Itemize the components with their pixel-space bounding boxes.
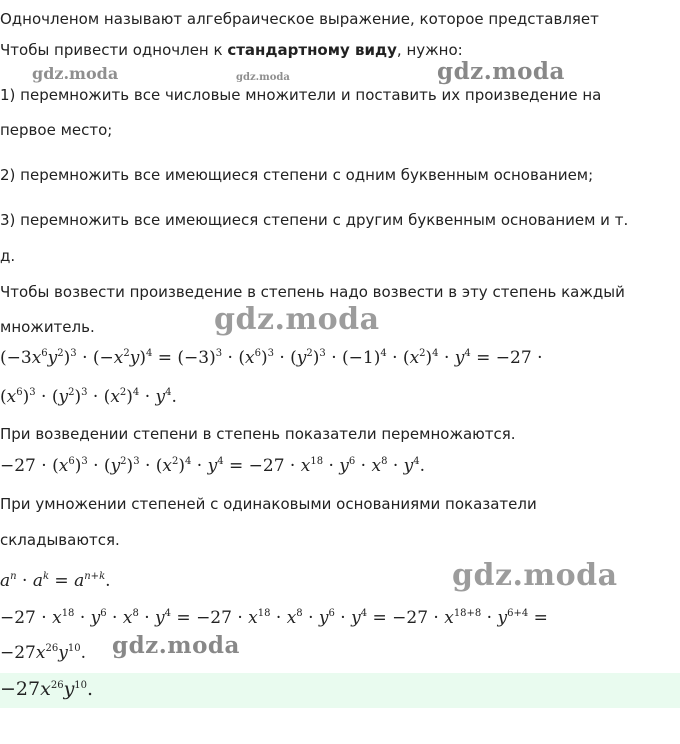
watermark-logo: gdz.moda — [452, 558, 618, 593]
text-line-5: 2) перемножить все имеющиеся степени с одним буквенным основанием; — [0, 166, 594, 184]
text-line-7: д. — [0, 247, 16, 265]
text-line-12: При возведении степени в степень показатели перемножаются. — [0, 425, 516, 443]
text-line-4: первое место; — [0, 121, 113, 139]
text-line-3: 1) перемножить все числовые множители и поставить их произведение на — [0, 86, 602, 104]
watermark-logo: gdz.moda — [236, 72, 290, 83]
formula-line-1: $(-3x^6y^2)^3 \cdot (-x^2y)^4 = (-3)^3 \cdot (x^6)^3 \cdot (y^2)^3 \cdot (-1)^4 \cdot (x^2)^4 \cdot y^4 = -27$ · — [0, 348, 543, 368]
answer-box — [0, 673, 680, 708]
standard-form-term: стандартному виду — [227, 41, 397, 59]
watermark-logo: gdz.moda — [32, 64, 119, 83]
formula-line-3: $-27 \cdot (x^6)^3 \cdot (y^2)^3 \cdot (x^2)^4 \cdot y^4 = -27 \cdot x^{18} \cdot y^6 \cdot x^8 \cdot y^4$. — [0, 456, 426, 476]
text-line-1: Одночленом называют алгебраическое выражение, которое представляет — [0, 10, 599, 28]
text-line-6: 3) перемножить все имеющиеся степени с другим буквенным основанием и т. — [0, 211, 629, 229]
text-line-15: складываются. — [0, 531, 120, 549]
text-line-14: При умножении степеней с одинаковыми основаниями показатели — [0, 495, 537, 513]
watermark-logo: gdz.moda — [112, 632, 240, 659]
formula-line-4: $-27 \cdot x^{18} \cdot y^6 \cdot x^8 \cdot y^4 = -27 \cdot x^{18} \cdot x^8 \cdot y^6 \cdot y^4 = -27 \cdot x^{18+8} \cdot y^{6+4}$ = — [0, 608, 548, 628]
text-line-9: множитель. — [0, 318, 95, 336]
text-line-8: Чтобы возвести произведение в степень надо возвести в эту степень каждый — [0, 283, 625, 301]
text-line-2-pre: Чтобы привести одночлен к — [0, 41, 228, 59]
watermark-logo: gdz.moda — [214, 302, 380, 337]
formula-line-2: $(x^6)^3 \cdot (y^2)^3 \cdot (x^2)^4 \cdot y^4$. — [0, 387, 177, 407]
formula-power-rule: $a^n \cdot a^k = a^{n+k}$. — [0, 571, 111, 591]
answer-formula: $-27x^{26}y^{10}$. — [0, 678, 94, 700]
text-line-2 — [0, 40, 463, 60]
watermark-logo: gdz.moda — [437, 58, 565, 85]
text-line-2-post: , нужно: — [396, 41, 463, 59]
formula-line-5: $-27x^{26}y^{10}$. — [0, 643, 86, 663]
